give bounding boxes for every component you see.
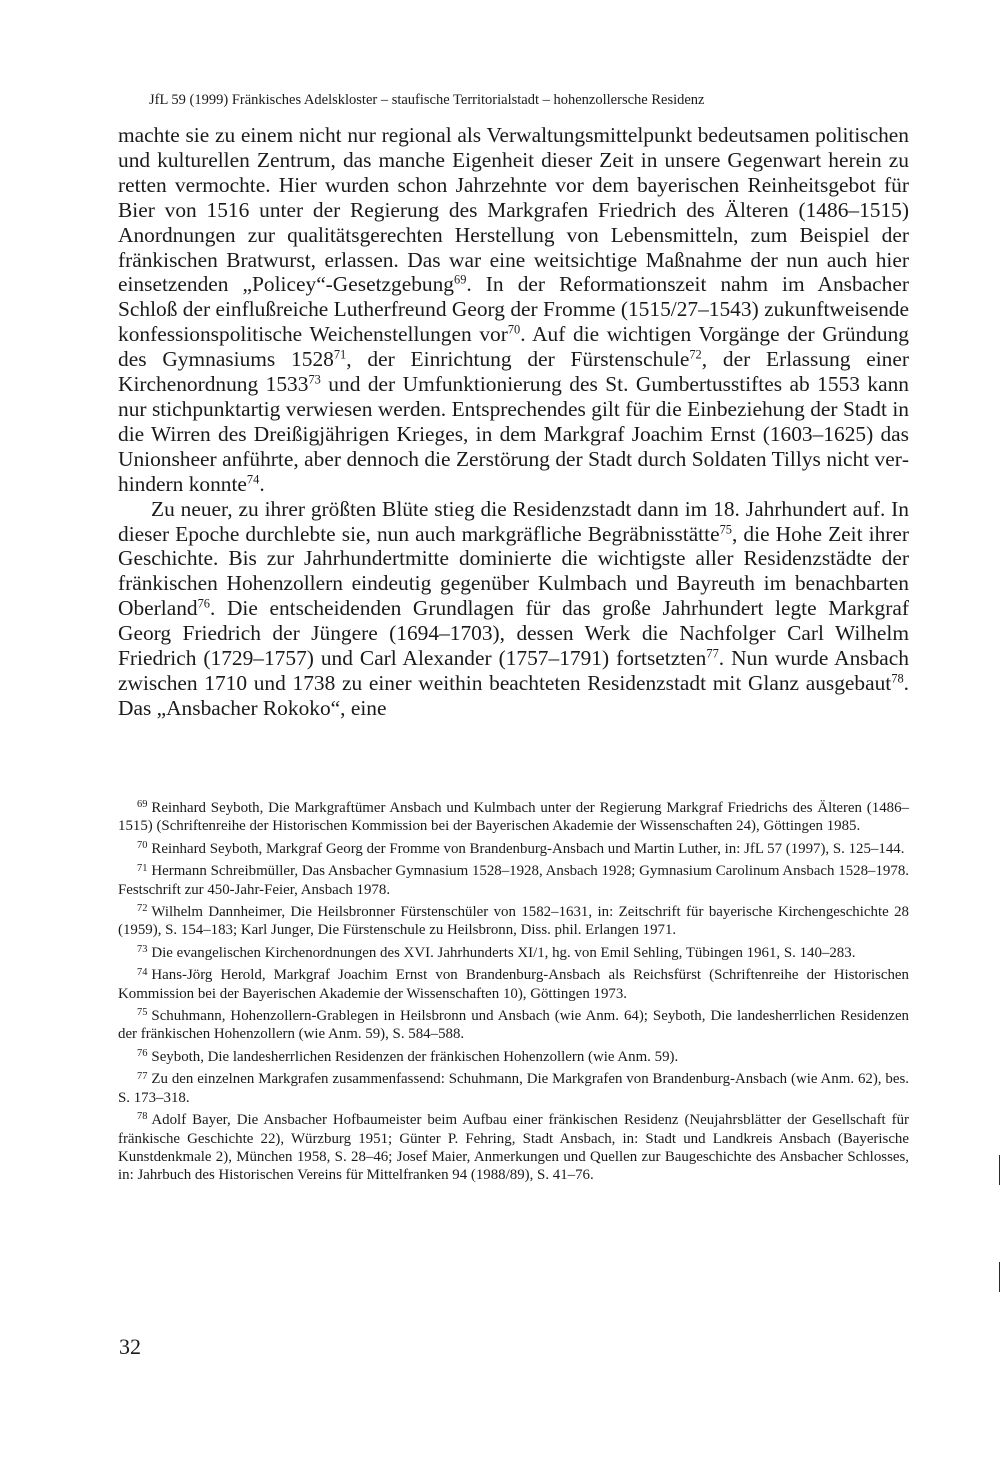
footnote-reference[interactable]: 77 xyxy=(706,646,719,661)
body-text xyxy=(118,123,909,721)
footnote-number: 78 xyxy=(137,1111,148,1123)
text-run: . Die entscheidenden Grundlagen für das große Jahrhundert legte Markgraf Georg Friedrich der Jüngere (1694–1703), dessen Werk die Nachfolger Carl Wilhelm Friedrich (1729–1757) und Carl Alexander (1757–1791) fortsetzten xyxy=(118,596,909,671)
footnote-number: 72 xyxy=(137,903,148,915)
page-number: 32 xyxy=(119,1334,141,1359)
footnote-number: 75 xyxy=(137,1007,148,1019)
footnote-text: Hans-Jörg Herold, Markgraf Joachim Ernst von Brandenburg-Ansbach als Reichsfürst (Schriftenreihe der Historischen Kommission bei der Bayerischen Akademie der Wissenschaften 10), Göttingen 1973. xyxy=(118,967,909,1002)
text-run: und der Umfunktionierung des St. Gumbertusstiftes ab 1553 kann nur stichpunktartig verwiesen werden. Entsprechendes gilt für die Einbeziehung der Stadt in die Wirren des Dreißigjährigen Krieges, in dem Markgraf Joachim Ernst (1603–1625) das Unionsheer anführte, aber dennoch die Zerstörung der Stadt durch Soldaten Tillys nicht verhindern konnte xyxy=(118,372,909,496)
footnote-text: Reinhard Seyboth, Markgraf Georg der Fromme von Brandenburg-Ansbach und Martin Luther, in: JfL 57 (1997), S. 125–144. xyxy=(151,840,905,857)
footnote xyxy=(118,862,909,899)
footnote-text: Hermann Schreibmüller, Das Ansbacher Gymnasium 1528–1928, Ansbach 1928; Gymnasium Carolinum Ansbach 1528–1978. Festschrift zur 450-Jahr-Feier, Ansbach 1978. xyxy=(118,863,909,898)
text-run: . Nun wurde Ansbach zwischen 1710 und 1738 zu einer weithin beachteten Residenzstadt mit Glanz ausgebaut xyxy=(118,646,909,695)
body-paragraph xyxy=(118,123,909,497)
footnote-reference[interactable]: 72 xyxy=(689,347,702,362)
running-head: JfL 59 (1999) Fränkisches Adelskloster – staufische Territorialstadt – hohenzollersche Residenz xyxy=(149,92,705,108)
footnote-reference[interactable]: 71 xyxy=(333,347,347,362)
footnote-number: 69 xyxy=(137,799,148,811)
text-run: machte sie zu einem nicht nur regional als Verwaltungsmittelpunkt bedeutsamen politischen und kulturellen Zentrum, das manche Eigenheit dieser Zeit in unsere Gegenwart herein zu retten vermochte. Hier wurden schon Jahrzehnte vor dem bayerischen Reinheitsgebot für Bier von 1516 unter der Regierung des Markgrafen Friedrich des Älteren (1486–1515) Anordnungen zur qualitätsgerechten Herstellung von Lebensmitteln, zum Beispiel der fränkischen Bratwurst, erlassen. Das war eine weitsichtige Maßnahme der nun auch hier einsetzenden „Policey“-Gesetzgebung xyxy=(118,123,909,297)
footnote-reference[interactable]: 76 xyxy=(197,596,210,611)
footnote-reference[interactable]: 74 xyxy=(246,472,260,486)
footnote-number: 73 xyxy=(137,944,148,956)
footnote xyxy=(118,799,909,836)
footnote-reference[interactable]: 70 xyxy=(507,322,521,337)
footnote xyxy=(118,1111,909,1185)
footnote xyxy=(118,840,909,858)
footnote-reference[interactable]: 73 xyxy=(308,372,321,387)
footnote-text: Adolf Bayer, Die Ansbacher Hofbaumeister beim Aufbau einer fränkischen Residenz (Neujahrsblätter der Gesellschaft für fränkische Geschichte 22), Würzburg 1951; Günter P. Fehring, Stadt Ansbach, in: Stadt und Landkreis Ansbach (Bayerische Kunstdenkmale 2), München 1958, S. 28–46; Josef Maier, Anmerkungen und Quellen zur Baugeschichte des Ansbacher Schlosses, in: Jahrbuch des Historischen Vereins für Mittelfranken 94 (1988/89), S. 41–76. xyxy=(118,1112,909,1184)
text-run: . In der Reformationszeit nahm im Ansbacher Schloß der einflußreiche Lutherfreund Georg der Fromme (1515/27–1543) zukunftweisende konfessionspolitische Weichenstellungen vor xyxy=(118,272,909,347)
text-run: . xyxy=(259,471,265,496)
footnote-text: Schuhmann, Hohenzollern-Grablegen in Heilsbronn und Ansbach (wie Anm. 64); Seyboth, Die landesherrlichen Residenzen der fränkischen Hohenzollern (wie Anm. 59), S. 584–588. xyxy=(118,1008,909,1043)
text-run: Zu neuer, zu ihrer größten Blüte stieg die Residenzstadt dann im 18. Jahrhundert auf. In dieser Epoche durchlebte sie, nun auch markgräfliche Begräbnisstätte xyxy=(118,496,909,546)
footnote xyxy=(118,944,909,962)
footnote-text: Reinhard Seyboth, Die Markgraftümer Ansbach und Kulmbach unter der Regierung Markgraf Friedrichs des Älteren (1486–1515) (Schriftenreihe der Historischen Kommission bei der Bayerischen Akademie der Wissenschaften 24), Göttingen 1985. xyxy=(118,800,909,835)
footnote xyxy=(118,903,909,940)
footnote xyxy=(118,1070,909,1107)
text-run: , der Erlassung einer Kirchenordnung 1533 xyxy=(118,347,909,397)
footnote-number: 70 xyxy=(137,840,148,852)
footnote-text: Die evangelischen Kirchenordnungen des XVI. Jahrhunderts XI/1, hg. von Emil Sehling, Tübingen 1961, S. 140–283. xyxy=(151,944,856,961)
footnote-number: 77 xyxy=(137,1070,148,1082)
footnote-text: Seyboth, Die landesherrlichen Residenzen der fränkischen Hohenzollern (wie Anm. 59). xyxy=(151,1048,679,1065)
footnote xyxy=(118,966,909,1003)
text-run: . Das „Ansbacher Rokoko“, eine xyxy=(118,670,909,720)
footnotes-section xyxy=(118,799,909,1189)
text-run: , der Einrichtung der Fürstenschule xyxy=(346,347,690,372)
footnote-text: Wilhelm Dannheimer, Die Heilsbronner Fürstenschüler von 1582–1631, in: Zeitschrift für bayerische Kirchengeschichte 28 (1959), S. 154–183; Karl Junger, Die Fürstenschule zu Heilsbronn, Diss. phil. Erlangen 1971. xyxy=(118,904,909,939)
footnote-number: 71 xyxy=(137,862,148,874)
body-paragraph xyxy=(118,497,909,721)
text-run: . Auf die wichtigen Vorgänge der Gründung des Gymnasiums 1528 xyxy=(118,322,909,372)
footnote-number: 76 xyxy=(137,1048,148,1060)
footnote-number: 74 xyxy=(137,966,148,978)
footnote-reference[interactable]: 78 xyxy=(891,671,904,686)
footnote-text: Zu den einzelnen Markgrafen zusammenfassend: Schuhmann, Die Markgrafen von Brandenburg-Ansbach (wie Anm. 62), bes. S. 173–318. xyxy=(118,1071,909,1106)
footnote-reference[interactable]: 75 xyxy=(719,521,732,536)
footnote xyxy=(118,1048,909,1066)
footnote xyxy=(118,1007,909,1044)
text-run: , die Hohe Zeit ihrer Geschichte. Bis zur Jahrhundertmitte dominierte die wichtigste aller Residenzstädte der fränkischen Hohenzollern eindeutig gegenüber Kulmbach und Bayreuth im benachbarten Oberland xyxy=(118,521,910,621)
footnote-reference[interactable]: 69 xyxy=(453,272,467,287)
